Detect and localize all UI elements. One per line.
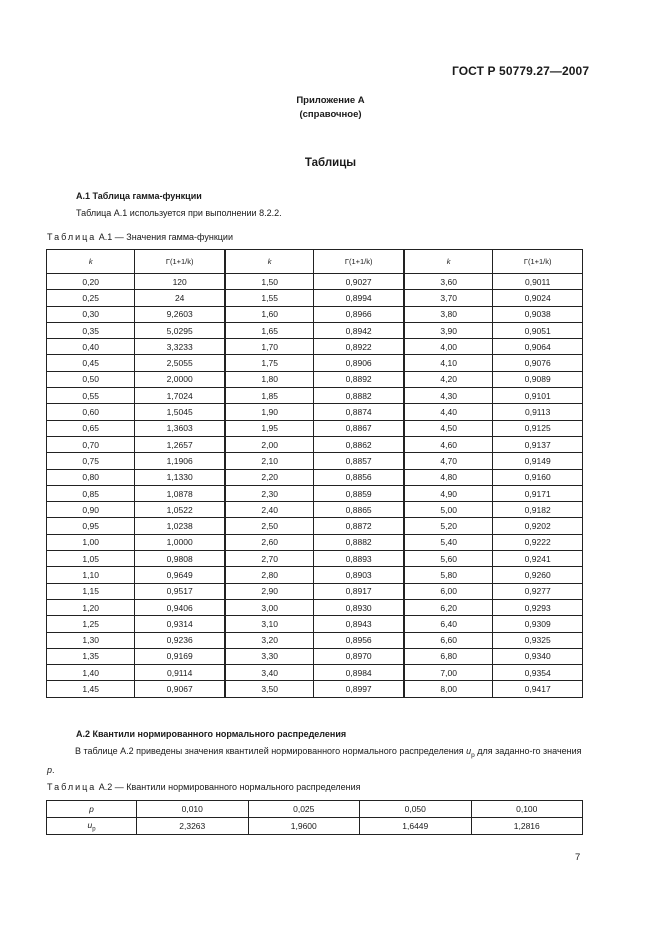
table-row-p (47, 801, 583, 818)
table-cell: 1,40 (47, 665, 135, 681)
table-cell: 0,9051 (493, 322, 583, 338)
table-row (47, 583, 583, 599)
table-cell: 1,3603 (135, 420, 225, 436)
table-cell: 0,95 (47, 518, 135, 534)
table-cell: 0,9076 (493, 355, 583, 371)
table-cell: 2,40 (225, 502, 314, 518)
table-cell: 9,2603 (135, 306, 225, 322)
table-cell: 0,8859 (314, 485, 404, 501)
p-value-cell: 0,050 (360, 801, 472, 818)
table-row (47, 274, 583, 290)
column-header: k (225, 250, 314, 274)
table-row (47, 518, 583, 534)
table-cell: 0,8917 (314, 583, 404, 599)
appendix-subtitle: (справочное) (299, 109, 362, 120)
row-label-p: p (47, 801, 137, 818)
table-cell: 5,20 (404, 518, 493, 534)
table-cell: 0,8906 (314, 355, 404, 371)
table-cell: 1,75 (225, 355, 314, 371)
table-cell: 0,8997 (314, 681, 404, 697)
table-row (47, 436, 583, 452)
table-cell: 0,35 (47, 322, 135, 338)
table-row (47, 616, 583, 632)
table-cell: 0,9089 (493, 371, 583, 387)
table-cell: 4,40 (404, 404, 493, 420)
section-a2-heading: А.2 Квантили нормированного нормального распределения (76, 729, 347, 739)
table-cell: 5,00 (404, 502, 493, 518)
section-a2-text: В таблице А.2 приведены значения квантилей нормированного нормального распределения $u_p$ для заданно-го значения p. (47, 746, 582, 775)
table-cell: 2,0000 (135, 371, 225, 387)
table-cell: 0,8930 (314, 599, 404, 615)
table-cell: 1,0238 (135, 518, 225, 534)
table-cell: 2,70 (225, 551, 314, 567)
table-cell: 0,9064 (493, 339, 583, 355)
table-cell: 0,8874 (314, 404, 404, 420)
u-value-cell: 1,6449 (360, 818, 472, 835)
row-label-u: $u_p$ (47, 818, 137, 835)
column-header: k (47, 250, 135, 274)
table-cell: 2,00 (225, 436, 314, 452)
u-value-cell: 1,2816 (471, 818, 583, 835)
table-cell: 0,9260 (493, 567, 583, 583)
table-cell: 1,0000 (135, 534, 225, 550)
table-row (47, 355, 583, 371)
table-cell: 2,50 (225, 518, 314, 534)
table-cell: 2,80 (225, 567, 314, 583)
table-cell: 0,75 (47, 453, 135, 469)
caption-prefix: Таблица (47, 782, 97, 792)
table-cell: 0,9171 (493, 485, 583, 501)
table-cell: 0,9113 (493, 404, 583, 420)
table-cell: 0,80 (47, 469, 135, 485)
table-cell: 3,30 (225, 648, 314, 664)
table-cell: 0,8903 (314, 567, 404, 583)
table-cell: 0,9340 (493, 648, 583, 664)
table-cell: 1,20 (47, 599, 135, 615)
table-row (47, 567, 583, 583)
table-cell: 3,20 (225, 632, 314, 648)
table-row (47, 290, 583, 306)
table-cell: 0,8892 (314, 371, 404, 387)
table-cell: 0,8856 (314, 469, 404, 485)
table-cell: 0,9027 (314, 274, 404, 290)
table-cell: 0,9182 (493, 502, 583, 518)
table-cell: 0,9169 (135, 648, 225, 664)
table-cell: 0,9067 (135, 681, 225, 697)
table-cell: 4,30 (404, 388, 493, 404)
table-cell: 8,00 (404, 681, 493, 697)
table-cell: 6,60 (404, 632, 493, 648)
table-cell: 0,9314 (135, 616, 225, 632)
table-cell: 0,9241 (493, 551, 583, 567)
table-cell: 0,9406 (135, 599, 225, 615)
caption-rest: А.1 — Значения гамма-функции (96, 232, 233, 242)
table-row (47, 420, 583, 436)
table-row (47, 404, 583, 420)
table-cell: 1,30 (47, 632, 135, 648)
table-cell: 1,1330 (135, 469, 225, 485)
table-cell: 0,90 (47, 502, 135, 518)
table-cell: 0,8943 (314, 616, 404, 632)
p-value-cell: 0,025 (248, 801, 360, 818)
table-cell: 0,8956 (314, 632, 404, 648)
table-cell: 0,50 (47, 371, 135, 387)
table-cell: 0,8966 (314, 306, 404, 322)
table-cell: 0,9277 (493, 583, 583, 599)
table-header-row (47, 250, 583, 274)
table-cell: 1,1906 (135, 453, 225, 469)
table-cell: 2,20 (225, 469, 314, 485)
table-cell: 3,70 (404, 290, 493, 306)
table-a2-caption (47, 782, 361, 792)
table-row (47, 599, 583, 615)
table-cell: 1,80 (225, 371, 314, 387)
table-cell: 1,55 (225, 290, 314, 306)
table-cell: 0,8865 (314, 502, 404, 518)
table-cell: 6,00 (404, 583, 493, 599)
table-cell: 3,60 (404, 274, 493, 290)
table-row (47, 339, 583, 355)
table-cell: 1,10 (47, 567, 135, 583)
table-cell: 0,8942 (314, 322, 404, 338)
table-cell: 4,20 (404, 371, 493, 387)
table-cell: 0,9114 (135, 665, 225, 681)
table-cell: 1,70 (225, 339, 314, 355)
table-cell: 0,8857 (314, 453, 404, 469)
table-cell: 0,9236 (135, 632, 225, 648)
column-header: Γ(1+1/k) (314, 250, 404, 274)
table-cell: 2,90 (225, 583, 314, 599)
table-cell: 4,10 (404, 355, 493, 371)
section-a1-text: Таблица А.1 используется при выполнении 8.2.2. (76, 208, 282, 218)
table-cell: 0,9354 (493, 665, 583, 681)
table-cell: 0,9417 (493, 681, 583, 697)
table-cell: 0,70 (47, 436, 135, 452)
table-cell: 0,30 (47, 306, 135, 322)
table-cell: 0,9222 (493, 534, 583, 550)
appendix-title: Приложение А (296, 95, 365, 106)
column-header: k (404, 250, 493, 274)
table-row-u (47, 818, 583, 835)
table-cell: 1,2657 (135, 436, 225, 452)
table-row (47, 665, 583, 681)
table-cell: 4,70 (404, 453, 493, 469)
table-cell: 0,9649 (135, 567, 225, 583)
table-cell: 2,10 (225, 453, 314, 469)
table-cell: 1,15 (47, 583, 135, 599)
table-cell: 0,9137 (493, 436, 583, 452)
table-row (47, 388, 583, 404)
table-cell: 1,60 (225, 306, 314, 322)
section-title: Таблицы (304, 157, 357, 169)
table-cell: 0,9011 (493, 274, 583, 290)
table-cell: 0,8922 (314, 339, 404, 355)
table-cell: 2,30 (225, 485, 314, 501)
table-cell: 0,9325 (493, 632, 583, 648)
table-cell: 5,60 (404, 551, 493, 567)
table-cell: 0,9293 (493, 599, 583, 615)
table-cell: 0,20 (47, 274, 135, 290)
table-row (47, 632, 583, 648)
table-cell: 0,55 (47, 388, 135, 404)
table-a1-caption (47, 232, 233, 242)
table-row (47, 534, 583, 550)
table-row (47, 306, 583, 322)
page-number: 7 (575, 852, 581, 863)
table-cell: 5,40 (404, 534, 493, 550)
table-cell: 1,5045 (135, 404, 225, 420)
table-row (47, 469, 583, 485)
table-cell: 3,80 (404, 306, 493, 322)
table-cell: 1,0878 (135, 485, 225, 501)
table-cell: 0,85 (47, 485, 135, 501)
table-row (47, 322, 583, 338)
table-cell: 5,80 (404, 567, 493, 583)
table-cell: 0,9125 (493, 420, 583, 436)
column-header: Γ(1+1/k) (135, 250, 225, 274)
table-cell: 0,45 (47, 355, 135, 371)
p-value-cell: 0,100 (471, 801, 583, 818)
table-cell: 0,9160 (493, 469, 583, 485)
table-row (47, 485, 583, 501)
var-u: u (466, 746, 472, 756)
table-row (47, 371, 583, 387)
table-cell: 1,90 (225, 404, 314, 420)
u-value-cell: 2,3263 (137, 818, 249, 835)
table-cell: 0,25 (47, 290, 135, 306)
section-a1-heading: А.1 Таблица гамма-функции (76, 191, 202, 201)
table-cell: 1,7024 (135, 388, 225, 404)
table-cell: 4,80 (404, 469, 493, 485)
table-cell: 0,8984 (314, 665, 404, 681)
table-cell: 1,25 (47, 616, 135, 632)
table-cell: 4,60 (404, 436, 493, 452)
caption-prefix: Таблица (47, 232, 97, 242)
table-cell: 1,45 (47, 681, 135, 697)
table-cell: 2,5055 (135, 355, 225, 371)
table-cell: 0,40 (47, 339, 135, 355)
table-cell: 0,8882 (314, 388, 404, 404)
table-cell: 3,90 (404, 322, 493, 338)
table-cell: 4,50 (404, 420, 493, 436)
table-cell: 3,40 (225, 665, 314, 681)
table-cell: 0,9038 (493, 306, 583, 322)
table-cell: 1,85 (225, 388, 314, 404)
table-cell: 0,8867 (314, 420, 404, 436)
normal-quantiles-table (46, 800, 583, 835)
column-header: Γ(1+1/k) (493, 250, 583, 274)
table-cell: 6,40 (404, 616, 493, 632)
table-cell: 0,60 (47, 404, 135, 420)
table-cell: 0,9309 (493, 616, 583, 632)
table-cell: 0,8970 (314, 648, 404, 664)
document-id: ГОСТ Р 50779.27—2007 (452, 64, 590, 78)
table-cell: 1,65 (225, 322, 314, 338)
table-cell: 1,05 (47, 551, 135, 567)
table-cell: 0,9808 (135, 551, 225, 567)
table-cell: 1,00 (47, 534, 135, 550)
table-cell: 0,8893 (314, 551, 404, 567)
table-cell: 0,8994 (314, 290, 404, 306)
table-cell: 6,80 (404, 648, 493, 664)
table-cell: 0,65 (47, 420, 135, 436)
gamma-function-table (46, 249, 583, 698)
table-cell: 6,20 (404, 599, 493, 615)
table-cell: 2,60 (225, 534, 314, 550)
table-row (47, 453, 583, 469)
table-cell: 3,50 (225, 681, 314, 697)
table-cell: 0,9202 (493, 518, 583, 534)
table-cell: 7,00 (404, 665, 493, 681)
table-cell: 3,00 (225, 599, 314, 615)
table-cell: 0,8862 (314, 436, 404, 452)
p-value-cell: 0,010 (137, 801, 249, 818)
var-p: p (47, 764, 53, 775)
table-cell: 120 (135, 274, 225, 290)
table-row (47, 551, 583, 567)
table-row (47, 648, 583, 664)
u-value-cell: 1,9600 (248, 818, 360, 835)
table-cell: 3,3233 (135, 339, 225, 355)
table-row (47, 502, 583, 518)
table-cell: 1,0522 (135, 502, 225, 518)
table-cell: 1,95 (225, 420, 314, 436)
caption-rest: А.2 — Квантили нормированного нормального распределения (96, 782, 361, 792)
table-cell: 0,8882 (314, 534, 404, 550)
table-cell: 1,50 (225, 274, 314, 290)
table-cell: 0,9517 (135, 583, 225, 599)
table-cell: 24 (135, 290, 225, 306)
table-row (47, 681, 583, 697)
table-cell: 1,35 (47, 648, 135, 664)
table-cell: 0,8872 (314, 518, 404, 534)
table-cell: 4,00 (404, 339, 493, 355)
table-cell: 3,10 (225, 616, 314, 632)
table-cell: 4,90 (404, 485, 493, 501)
table-cell: 0,9149 (493, 453, 583, 469)
table-cell: 0,9024 (493, 290, 583, 306)
table-cell: 5,0295 (135, 322, 225, 338)
table-cell: 0,9101 (493, 388, 583, 404)
